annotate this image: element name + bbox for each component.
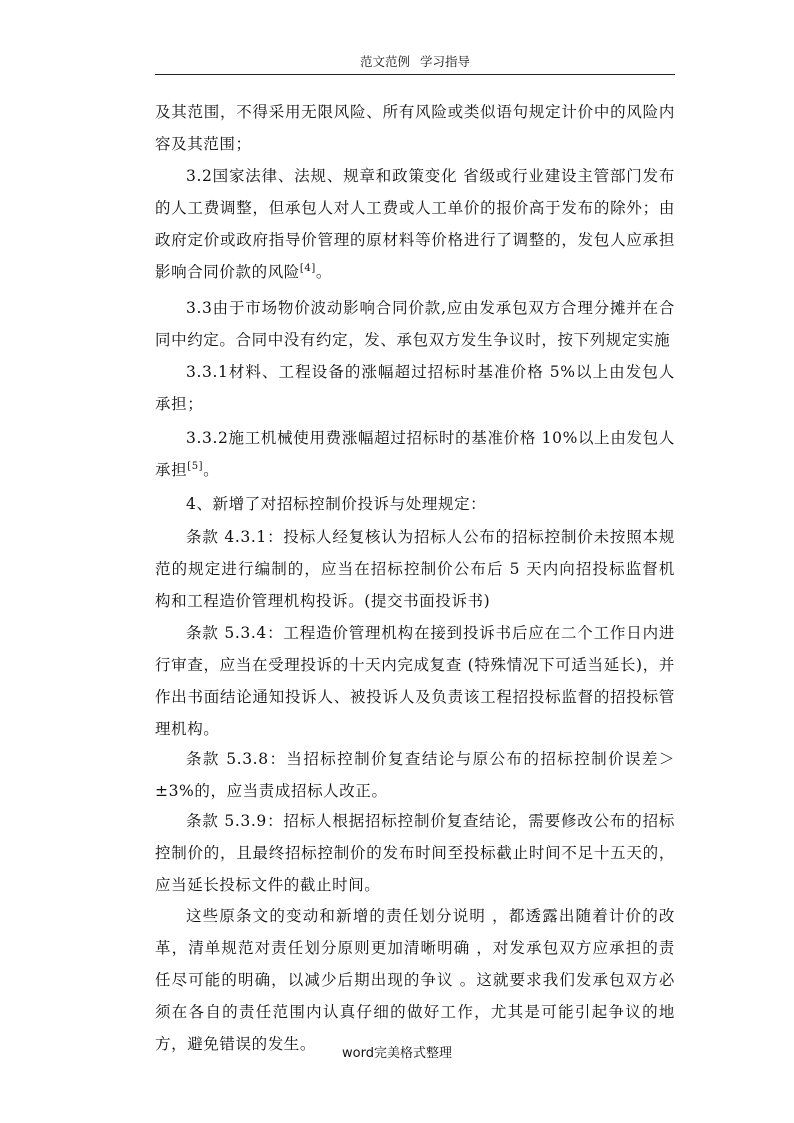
header-left-text: 范文范例 <box>359 54 410 69</box>
header-right-text: 学习指导 <box>420 54 471 69</box>
paragraph-3-2 <box>155 160 675 288</box>
paragraph-clause-5-3-4: 条款 5.3.4：工程造价管理机构在接到投诉书后应在二个工作日内进行审查，应当在受理投诉的十天内完成复查 (特殊情况下可适当延长)，并作出书面结论通知投诉人、被投诉人及负责该工程招投标监督的招投标管理机构。 <box>155 624 675 738</box>
paragraph-3-3: 3.3由于市场物价波动影响合同价款,应由发承包双方合理分摊并在合同中约定。合同中没有约定，发、承包双方发生争议时，按下列规定实施 <box>155 299 675 349</box>
page-header <box>155 50 675 75</box>
paragraph-3-3-2-end: 。 <box>203 461 220 479</box>
page-footer: word完美格式整理 <box>342 1046 452 1061</box>
paragraph-summary: 这些原条文的变动和新增的责任划分说明 ，都透露出随着计价的改革，清单规范对责任划分原则更加清晰明确 ，对发承包双方应承担的责任尽可能的明确，以减少后期出现的争议 。这就要求我们发承包双方必须在各自的责任范围内认真仔细的做好工作，尤其是可能引起争议的地方，避免错误的发生。 <box>155 907 675 1053</box>
paragraph-section-4: 4、新增了对招标控制价投诉与处理规定： <box>186 495 487 513</box>
reference-5: [5] <box>187 461 204 472</box>
paragraph-3-2-text: 3.2国家法律、法规、规章和政策变化 省级或行业建设主管部门发布的人工费调整，但承包人对人工费或人工单价的报价高于发布的除外；由政府定价或政府指导价管理的原材料等价格进行了调整的，发包人应承担影响合同价款的风险 <box>155 167 675 281</box>
paragraph-3-3-2-text: 3.3.2施工机械使用费涨幅超过招标时的基准价格 10%以上由发包人承担 <box>155 429 675 479</box>
paragraph-clause-4-3-1: 条款 4.3.1：投标人经复核认为招标人公布的招标控制价未按照本规范的规定进行编制的，应当在招标控制价公布后 5 天内向招投标监督机构和工程造价管理机构投诉。(提交书面投诉书) <box>155 528 675 610</box>
paragraph-clause-5-3-9: 条款 5.3.9：招标人根据招标控制价复查结论，需要修改公布的招标控制价的，且最终招标控制价的发布时间至投标截止时间不足十五天的，应当延长投标文件的截止时间。 <box>155 812 675 894</box>
paragraph-clause-5-3-8: 条款 5.3.8：当招标控制价复查结论与原公布的招标控制价误差＞±3%的，应当责成招标人改正。 <box>155 750 675 800</box>
paragraph-3-3-2 <box>155 422 675 486</box>
paragraph-3-2-end: 。 <box>315 263 332 281</box>
reference-4: [4] <box>299 263 316 274</box>
paragraph-3-3-1: 3.3.1材料、工程设备的涨幅超过招标时基准价格 5%以上由发包人承担； <box>155 363 675 413</box>
paragraph-risk-scope: 及其范围，不得采用无限风险、所有风险或类似语句规定计价中的风险内容及其范围； <box>155 103 675 153</box>
